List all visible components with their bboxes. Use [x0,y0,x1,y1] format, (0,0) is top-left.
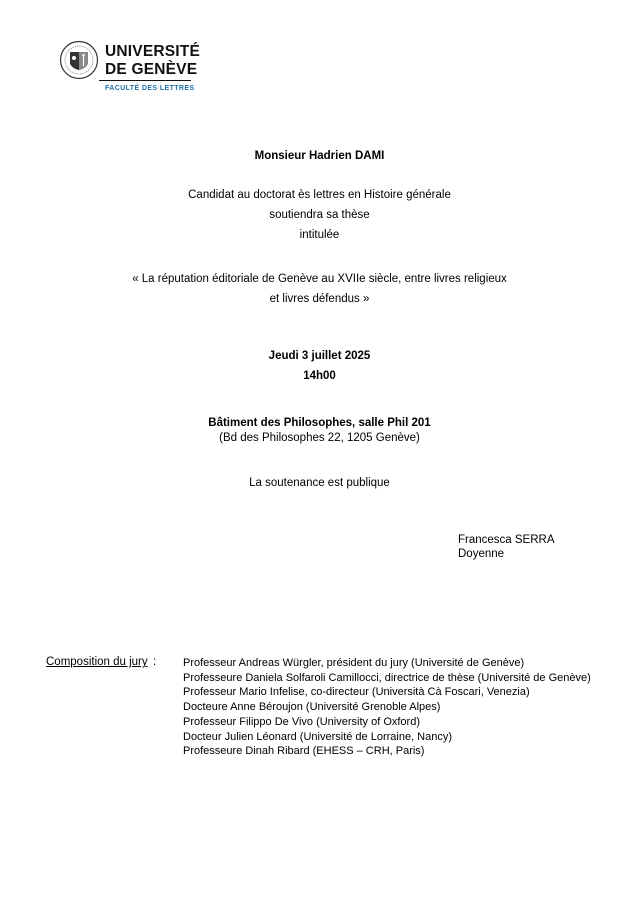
jury-colon: : [153,656,157,668]
university-name-line1: UNIVERSITÉ [105,43,201,60]
thesis-title-line2: et livres défendus » [269,293,370,305]
venue: Bâtiment des Philosophes, salle Phil 201 [208,417,431,429]
signatory [458,533,555,561]
venue-address: (Bd des Philosophes 22, 1205 Genève) [219,432,420,444]
university-seal-icon [59,40,99,80]
jury-member: Professeur Andreas Würgler, président du jury (Université de Genève) [183,657,525,669]
jury-member: Professeur Mario Infelise, co-directeur (Università Cà Foscari, Venezia) [183,686,530,699]
university-logo [59,40,199,96]
signatory-role: Doyenne [458,548,505,560]
jury-label: Composition du jury [46,656,148,668]
faculty-name: FACULTÉ DES LETTRES [105,85,195,92]
thesis-title-line1: « La réputation éditoriale de Genève au XVIIe siècle, entre livres religieux [132,273,507,285]
candidate-name: Monsieur Hadrien DAMI [254,150,385,162]
defense-time: 14h00 [303,370,336,382]
jury-member: Docteur Julien Léonard (Université de Lorraine, Nancy) [183,730,453,743]
jury-member: Docteure Anne Béroujon (Université Grenoble Alpes) [183,701,441,714]
candidacy-line: Candidat au doctorat ès lettres en Histoire générale [188,189,451,201]
public-note: La soutenance est publique [249,477,390,489]
signatory-name: Francesca SERRA [458,534,555,546]
jury-member: Professeur Filippo De Vivo (University of Oxford) [183,715,420,728]
jury-list [183,656,591,759]
jury-member: Professeure Dinah Ribard (EHESS – CRH, Paris) [183,745,425,758]
defense-date: Jeudi 3 juillet 2025 [268,350,371,362]
titled-line: intitulée [299,229,340,241]
defense-line: soutiendra sa thèse [269,209,370,221]
university-name-line2: DE GENÈVE [105,61,198,78]
jury-member: Professeure Daniela Solfaroli Camillocci, directrice de thèse (Université de Genève) [183,671,591,684]
logo-divider [99,80,191,81]
